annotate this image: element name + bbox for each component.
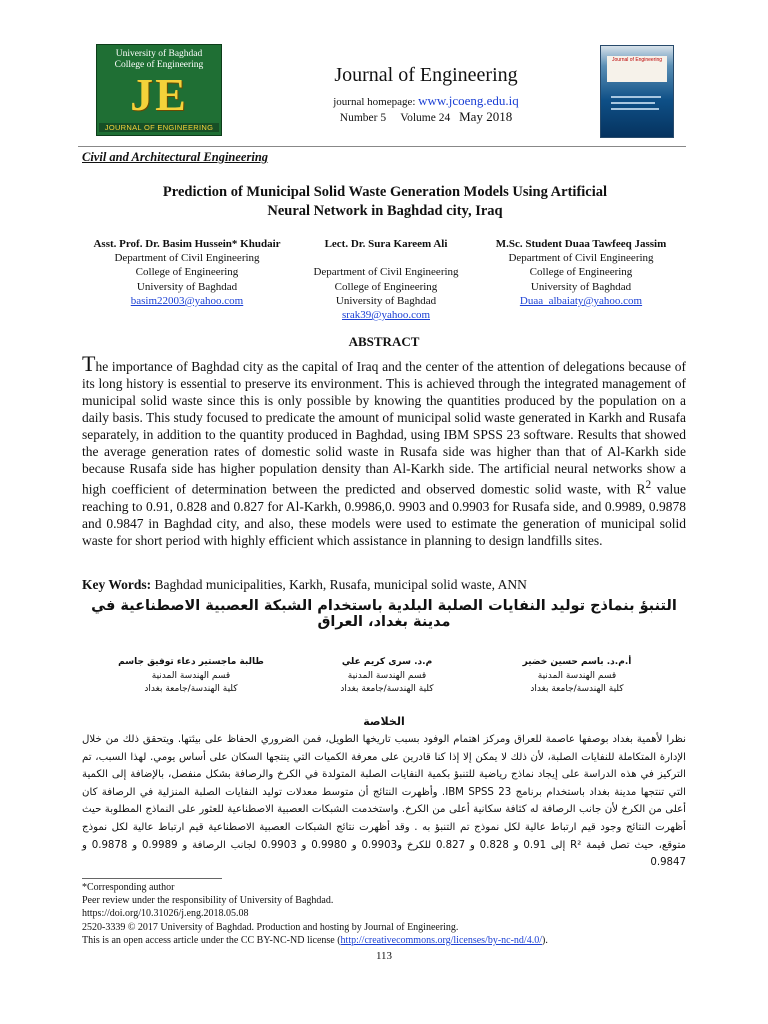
author-name: Asst. Prof. Dr. Basim Hussein* Khudair xyxy=(93,238,281,250)
author-2 xyxy=(291,237,481,322)
author-univ: University of Baghdad xyxy=(335,294,437,307)
doi-link[interactable]: https://doi.org/10.31026/j.eng.2018.05.08 xyxy=(82,908,249,919)
logo-caption: JOURNAL OF ENGINEERING xyxy=(99,123,219,132)
arabic-author-3: طالبة ماجستير دعاء توفيق جاسم قسم الهندسة المدنية كلية الهندسة/جامعة بغداد xyxy=(118,657,264,694)
issue-volume: Volume 24 xyxy=(400,112,451,124)
footnote-divider xyxy=(82,878,222,879)
journal-cover-image xyxy=(600,45,674,138)
abstract-heading: ABSTRACT xyxy=(348,334,420,349)
author-name: M.Sc. Student Duaa Tawfeeq Jassim xyxy=(495,238,667,250)
section-label: Civil and Architectural Engineering xyxy=(82,150,269,164)
author-college: College of Engineering xyxy=(334,280,438,293)
author-email[interactable]: srak39@yahoo.com xyxy=(341,309,431,321)
logo-university: University of Baghdad xyxy=(115,49,203,59)
copyright-note: 2520-3339 © 2017 University of Baghdad. Production and hosting by Journal of Engineering. xyxy=(82,922,459,933)
keywords: Key Words: Baghdad municipalities, Karkh, Rusafa, municipal solid waste, ANN xyxy=(82,577,527,592)
arabic-author-1: أ.م.د. باسم حسين خضير قسم الهندسة المدنية كلية الهندسة/جامعة بغداد xyxy=(522,657,632,694)
author-college: College of Engineering xyxy=(135,266,239,279)
author-email[interactable]: Duaa_albaiaty@yahoo.com xyxy=(519,294,643,307)
peer-review-note: Peer review under the responsibility of University of Baghdad. xyxy=(82,895,334,906)
author-dept: Department of Civil Engineering xyxy=(508,252,654,265)
paper-title: Prediction of Municipal Solid Waste Generation Models Using Artificial Neural Network in Baghdad city, Iraq xyxy=(162,184,608,219)
author-name: Lect. Dr. Sura Kareem Ali xyxy=(324,238,448,250)
header-divider xyxy=(78,146,686,147)
author-email[interactable]: basim22003@yahoo.com xyxy=(130,294,244,307)
author-univ: University of Baghdad xyxy=(136,280,238,293)
journal-logo xyxy=(96,44,222,136)
author-dept: Department of Civil Engineering xyxy=(114,252,260,265)
arabic-summary: نظرا لأهمية بغداد بوصفها عاصمة للعراق ومركز اهتمام الوفود بسبب تاريخها الطويل، فمن الضروري الحفاظ على بيئتها. ويتحقق ذلك من خلال الإدارة المتكاملة للنفايات الصلبة، لأن ذلك لا يمكن إلا إذا كنا قادرين على معرفة الكميات التي ينتجها السكان على أساس يومي. لهذا السبب، تم التركيز في هذه الدراسة على إيجاد نماذج رياضية للتنبؤ بكمية النفايات الصلبة المتولدة في الكرخ والرصافة بشكل منفصل، بالإضافة إلى الكمية التي تنتجها مدينة بغداد باستخدام برنامج IBM SPSS 23. وأظهرت النتائج أن متوسط معدلات توليد النفايات الصلبة المنزلية في الرصافة كان أعلى من الكرخ لأن جانب الرصافة له كثافة سكانية أعلى من الكرخ. واستخدمت الشبكات العصبية الاصطناعية للعثور على النماذج المطلوبة حيث أظهرت النتائج وجود قيم ارتباط عالية لكل نموذج تم التنبؤ به . وقد أظهرت نتائج الشبكات العصبية الاصطناعية قيم ارتباط عالية لكل نموذج متوقع، حيث تصل قيمة R² إلى 0.91 و 0.828 و 0.827 للكرخ و0.9903 و 0.9980 و 0.9903 لجانب الرصافة و 0.9989 و 0.9878 و 0.9847 xyxy=(82,734,686,869)
arabic-author-2: م.د. سرى كريم علي قسم الهندسة المدنية كلية الهندسة/جامعة بغداد xyxy=(340,657,434,694)
author-college: College of Engineering xyxy=(529,266,633,279)
author-3 xyxy=(486,237,676,308)
page-number: 113 xyxy=(375,950,393,962)
issue-date: May 2018 xyxy=(459,109,513,124)
logo-mark: JE xyxy=(130,69,188,120)
license-note: This is an open access article under the CC BY-NC-ND license (http://creativecommons.org/licenses/by-nc-nd/4.0/). xyxy=(82,935,548,946)
corresponding-note: *Corresponding author xyxy=(82,882,175,893)
logo-college: College of Engineering xyxy=(114,60,204,70)
author-dept: Department of Civil Engineering xyxy=(313,266,459,279)
license-link[interactable]: http://creativecommons.org/licenses/by-nc-nd/4.0/ xyxy=(340,935,542,946)
issue-info xyxy=(286,109,566,125)
arabic-title: التنبؤ بنماذج توليد النفايات الصلبة البلدية باستخدام الشبكة العصبية الاصطناعية في مدينة بغداد، العراق xyxy=(91,598,677,630)
journal-title: Journal of Engineering xyxy=(334,64,518,86)
keywords-label: Key Words: xyxy=(82,577,152,592)
author-1 xyxy=(92,237,282,308)
arabic-summary-heading: الخلاصة xyxy=(363,715,405,728)
journal-homepage xyxy=(286,93,566,109)
homepage-link[interactable]: www.jcoeng.edu.iq xyxy=(418,93,519,108)
abstract-body: The importance of Baghdad city as the capital of Iraq and the center of the attention of delegations because of its long history is essential to preserve its environment. This is achieved through the integrated management of municipal solid waste since this is only possible by knowing the quantities produced by the population on a daily basis. This study focused to predicate the amount of municipal solid waste generated in Karkh and Rusafa separately, in addition to the quantity produced in Baghdad, using IBM SPSS 23 software. Results that showed the average generation rates of domestic solid waste in Rusafa side was higher than that of Al-Karkh side because Rusafa side has higher population density than Al-Karkh side. The artificial neural networks show a high coefficient of determination between the predicted and observed domestic solid waste, with $R^2$ value reaching to 0.91, 0.828 and 0.827 for Al-Karkh, 0.9986,0. 9903 and 0.9903 for Rusafa side, and 0.9989, 0.9878 and 0.9847 in Baghdad city, and also, these models were used to estimate the generation of municipal solid waste for short period with highly efficient which assistance in planning to design landfills sites. xyxy=(82,351,686,548)
issue-number: Number 5 xyxy=(339,112,387,124)
author-univ: University of Baghdad xyxy=(530,280,632,293)
abstract-dropcap: T xyxy=(82,351,96,376)
cover-title: Journal of Engineering xyxy=(611,57,663,63)
homepage-label: journal homepage: xyxy=(333,96,416,108)
